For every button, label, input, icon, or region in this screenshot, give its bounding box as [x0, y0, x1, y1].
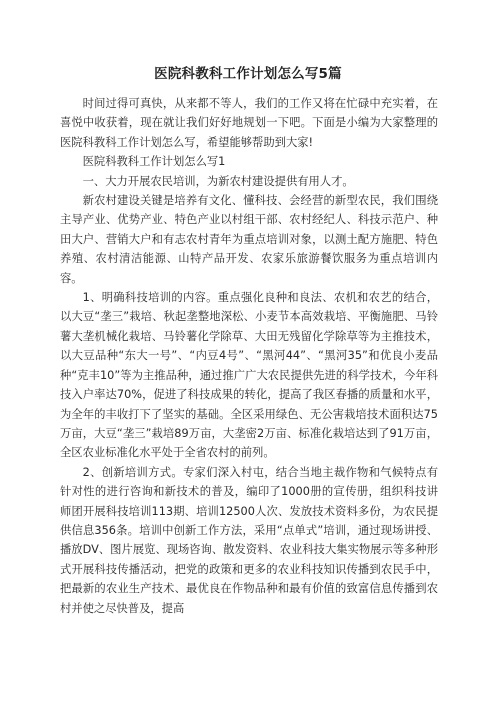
paragraph: 新农村建设关键是培养有文化、懂科技、会经营的新型农民，我们围绕主导产业、优势产业、特色产业以村组干部、农村经纪人、科技示范户、种田大户、营销大户和有志农村青年为重点培训对象，以测土配方施肥、特色养殖、农村清洁能源、山特产品开发、农家乐旅游餐饮服务为重点培训内容。	[60, 194, 438, 285]
paragraph: 时间过得可真快，从来都不等人，我们的工作又将在忙碌中充实着，在喜悦中收获着，现在就让我们好好地规划一下吧。下面是小编为大家整理的医院科教科工作计划怎么写，希望能够帮助到大家!	[60, 97, 438, 149]
paragraph: 医院科教科工作计划怎么写1	[82, 155, 226, 169]
document-title: 医院科教科工作计划怎么写5篇	[154, 66, 342, 82]
paragraph: 一、大力开展农民培训，为新农村建设提供有用人才。	[82, 174, 354, 188]
document-body	[60, 94, 438, 618]
paragraph: 1、明确科技培训的内容。重点强化良种和良法、农机和农艺的结合，以大豆“垄三”栽培、秋起垄整地深松、小麦节本高效栽培、平衡施肥、马铃薯大垄机械化栽培、马铃薯化学除草、大田无残留化学除草等为主推技术，以大豆品种“东大一号”、“内豆4号”、“黑河44”、“黑河35”和优良小麦品种“克丰10”等为主推品种，通过推广广大农民提供先进的科学技术，今年科技入户率达70%，促进了科技成果的转化，提高了我区春播的质量和水平，为全年的丰收打下了坚实的基础。全区采用绿色、无公害栽培技术面积达75万亩，大豆“垄三”栽培89万亩，大垄密2万亩、标准化栽培达到了91万亩，全区农业标准化水平处于全省农村的前列。	[60, 291, 438, 460]
paragraph: 2、创新培训方式。专家们深入村屯，结合当地主裁作物和气候特点有针对性的进行咨询和新技术的普及，编印了1000册的宣传册，组织科技讲师团开展科技培训113期、培训12500人次、发放技术资料多份，为农民提供信息356条。培训中创新工作方法，采用“点单式”培训，通过现场讲授、播放DV、图片展览、现场咨询、散发资料、农业科技大集实物展示等多种形式开展科技传播活动，把党的政策和更多的农业科技知识传播到农民手中，把最新的农业生产技术、最优良在作物品种和最有价值的致富信息传播到农村并使之尽快普及，提高	[60, 465, 438, 615]
